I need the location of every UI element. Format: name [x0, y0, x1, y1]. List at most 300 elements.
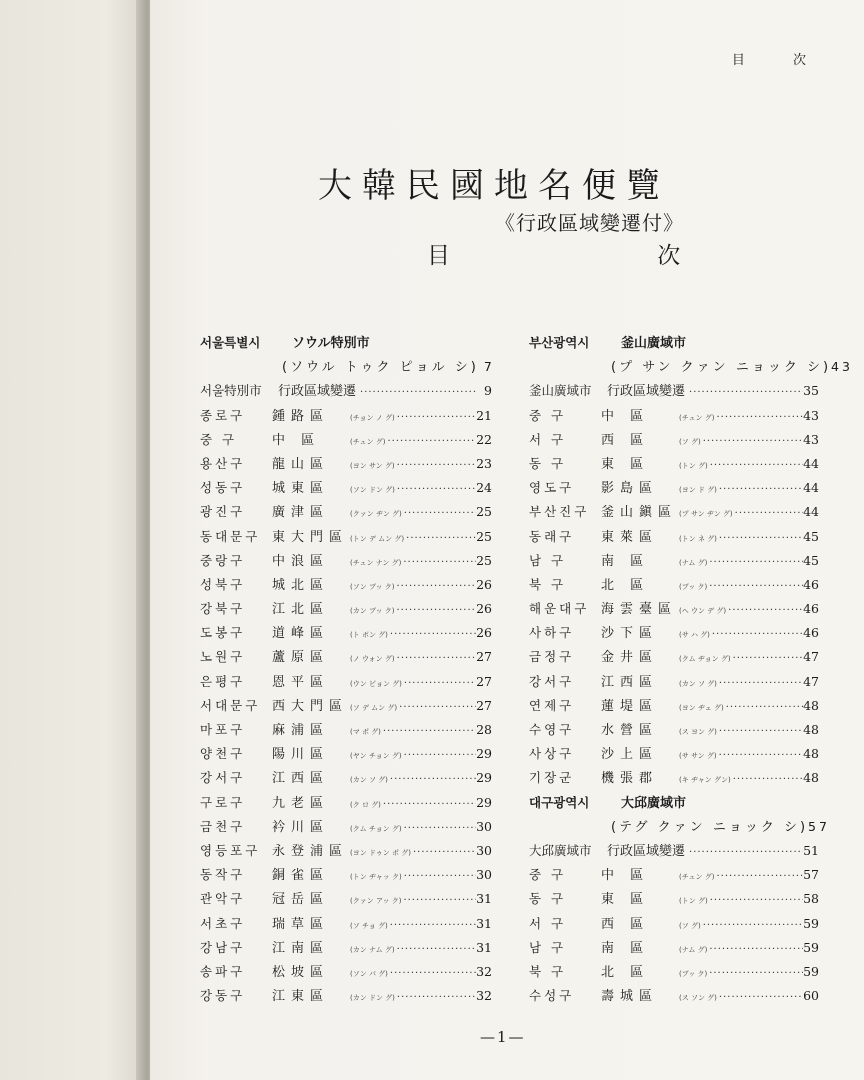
district-entry [529, 766, 819, 790]
page-ref: 48 [803, 697, 819, 713]
district-korean: 중 구 [529, 407, 567, 423]
leader-dots [403, 889, 476, 913]
district-entry [200, 500, 492, 524]
district-entry [200, 742, 492, 766]
district-entry [529, 452, 819, 476]
district-korean: 광진구 [200, 504, 246, 520]
district-korean: 연제구 [529, 697, 575, 713]
leader-dots [709, 575, 803, 599]
page-ref: 45 [803, 552, 819, 568]
district-korean: 동대문구 [200, 528, 261, 544]
leader-dots [719, 986, 803, 1010]
page-ref: 29 [476, 746, 492, 762]
district-entry [529, 670, 819, 694]
district-hanja: 金井區 [601, 650, 659, 666]
leader-dots [397, 986, 476, 1010]
region-heading [200, 331, 492, 355]
district-hanja: 江東區 [272, 989, 330, 1005]
page-ref: 48 [803, 722, 819, 737]
page-ref: 25 [476, 504, 492, 520]
district-entry [200, 452, 492, 476]
page-ref: 57 [808, 818, 830, 834]
leader-dots [689, 841, 803, 865]
district-entry [529, 525, 819, 549]
page-ref: 32 [476, 988, 492, 1004]
district-entry [529, 621, 819, 645]
page-ref: 30 [476, 842, 492, 858]
leader-dots [719, 527, 803, 551]
district-korean: 노원구 [200, 649, 246, 665]
leader-dots [733, 647, 803, 671]
district-entry [529, 476, 819, 500]
district-korean: 강동구 [200, 988, 246, 1004]
district-korean: 마포구 [200, 722, 246, 737]
district-hanja: 中 區 [601, 868, 650, 884]
page-ref: 59 [803, 963, 819, 979]
page-ref: 47 [803, 649, 819, 665]
district-hanja: 西 區 [601, 432, 650, 448]
leader-dots [728, 599, 803, 623]
district-kana: (トン デ ムン グ) [350, 534, 405, 543]
page-ref: 25 [476, 528, 492, 544]
district-hanja: 蓮堤區 [601, 698, 659, 714]
page-ref: 27 [476, 697, 492, 713]
district-korean: 강서구 [200, 770, 246, 786]
page-ref: 32 [476, 963, 492, 979]
district-entry [200, 863, 492, 887]
district-hanja: 沙下區 [601, 626, 659, 642]
district-hanja: 江西區 [272, 771, 330, 787]
district-kana: (ソ グ) [679, 437, 701, 446]
district-entry [529, 597, 819, 621]
region-korean-name: 대구광역시 [529, 794, 590, 810]
region-reading-text: (ソウル トゥク ピョル シ) [282, 360, 479, 376]
district-hanja: 南 區 [601, 940, 650, 956]
district-entry [529, 645, 819, 669]
region-overview-entry [200, 379, 492, 403]
district-hanja: 東萊區 [601, 529, 659, 545]
district-korean: 송파구 [200, 963, 246, 979]
district-entry [529, 936, 819, 960]
page-ref: 26 [476, 625, 492, 641]
district-hanja: 鍾路區 [272, 408, 330, 424]
page-ref: 31 [476, 939, 492, 955]
district-entry [200, 887, 492, 911]
district-hanja: 衿川區 [272, 819, 330, 835]
district-korean: 금정구 [529, 649, 575, 665]
district-korean: 관악구 [200, 891, 246, 907]
page-ref: 26 [476, 601, 492, 617]
district-hanja: 九老區 [272, 795, 330, 811]
overview-label: 서울特別市 [200, 383, 262, 399]
page-ref: 51 [803, 842, 819, 858]
district-korean: 영도구 [529, 480, 575, 496]
district-entry [529, 742, 819, 766]
district-entry [200, 549, 492, 573]
district-entry [529, 912, 819, 936]
district-korean: 은평구 [200, 673, 246, 689]
district-hanja: 機張郡 [601, 771, 659, 787]
page-ref: 48 [803, 770, 819, 786]
region-reading-text: (プ サン クァン ニョック シ) [611, 360, 832, 376]
region-reading-text: (テグ クァン ニョック シ) [611, 819, 809, 835]
district-korean: 수영구 [529, 722, 575, 737]
page-ref: 47 [803, 673, 819, 689]
district-korean: 사상구 [529, 746, 575, 762]
district-korean: 동 구 [529, 455, 567, 471]
district-kana: (キ ヂャン グン) [679, 776, 731, 785]
contents-page [150, 0, 864, 1080]
district-entry [529, 573, 819, 597]
running-header: 目 次 [731, 53, 828, 68]
district-entry [200, 984, 492, 1008]
leader-dots [399, 696, 476, 720]
district-hanja: 壽城區 [601, 989, 659, 1005]
district-korean: 남 구 [529, 552, 567, 568]
region-hanja-name: 釜山廣域市 [621, 336, 687, 351]
district-korean: 북 구 [529, 963, 567, 979]
district-entry [200, 694, 492, 718]
page-number: —1— [480, 1028, 526, 1046]
district-korean: 사하구 [529, 625, 575, 641]
district-hanja: 麻浦區 [272, 723, 330, 738]
district-korean: 강북구 [200, 601, 246, 617]
district-korean: 서 구 [529, 915, 567, 931]
district-hanja: 廣津區 [272, 505, 330, 521]
overview-label: 釜山廣域市 [529, 383, 592, 399]
district-kana: (トン ネ グ) [679, 534, 717, 543]
district-kana: (ク ロ グ) [350, 800, 381, 809]
region-hanja-name: 大邱廣域市 [621, 795, 687, 811]
leader-dots [735, 502, 803, 526]
district-kana: (ト ボン グ) [350, 631, 388, 640]
district-entry [200, 621, 492, 645]
leader-dots [390, 914, 476, 938]
district-kana: (カン ナム グ) [350, 945, 395, 954]
district-entry [529, 549, 819, 573]
overview-title: 行政區域變遷 [278, 384, 357, 400]
district-kana: (ノ ウォン グ) [350, 655, 395, 664]
district-hanja: 蘆原區 [272, 650, 330, 666]
district-kana: (ナム グ) [679, 558, 708, 567]
district-hanja: 海雲臺區 [601, 602, 678, 618]
district-kana: (トン グ) [679, 897, 708, 906]
district-entry [200, 428, 492, 452]
district-korean: 용산구 [200, 455, 246, 471]
district-kana: (ヨン ヂェ グ) [679, 703, 724, 712]
page-ref: 44 [803, 455, 819, 471]
district-entry [200, 960, 492, 984]
leader-dots [404, 744, 476, 768]
page-ref: 46 [803, 601, 819, 617]
district-kana: (サ ハ グ) [679, 631, 710, 640]
district-kana: (トン グ) [679, 461, 708, 470]
leader-dots [703, 914, 803, 938]
district-kana: (チュン ナン グ) [350, 558, 402, 567]
district-korean: 중랑구 [200, 552, 246, 568]
district-korean: 기장군 [529, 770, 575, 786]
district-entry [200, 839, 492, 863]
district-hanja: 西大門區 [272, 698, 349, 714]
leader-dots [413, 841, 476, 865]
district-hanja: 城東區 [272, 481, 330, 497]
district-hanja: 西 區 [601, 916, 650, 932]
district-entry [200, 404, 492, 428]
previous-page [0, 0, 150, 1080]
district-kana: (ソン ドン グ) [350, 486, 395, 495]
page-ref: 27 [476, 673, 492, 689]
page-ref: 30 [476, 818, 492, 834]
district-entry [529, 887, 819, 911]
district-korean: 도봉구 [200, 625, 246, 641]
leader-dots [390, 768, 476, 792]
district-kana: (マ ポ グ) [350, 728, 381, 736]
leader-dots [689, 381, 803, 405]
district-kana: (サ サン グ) [679, 752, 717, 761]
leader-dots [709, 938, 803, 962]
district-kana: (カン ソ グ) [679, 679, 717, 688]
region-heading [529, 331, 819, 355]
page-ref: 22 [476, 431, 492, 447]
district-hanja: 永登浦區 [272, 843, 349, 859]
district-entry [200, 815, 492, 839]
district-korean: 수성구 [529, 988, 575, 1004]
district-hanja: 中 區 [601, 408, 650, 424]
page-ref: 44 [803, 504, 819, 520]
page-ref: 23 [476, 455, 492, 471]
contents-column-left [200, 331, 495, 1008]
district-entry [200, 766, 492, 790]
district-kana: (ソ デ ムン グ) [350, 703, 398, 712]
district-entry [200, 670, 492, 694]
district-korean: 서 구 [529, 431, 567, 447]
overview-title: 行政區域變遷 [607, 843, 686, 859]
district-kana: (チュン グ) [679, 873, 715, 882]
district-hanja: 恩平區 [272, 674, 330, 690]
overview-label: 大邱廣域市 [529, 842, 592, 858]
district-entry [200, 936, 492, 960]
district-korean: 영등포구 [200, 842, 261, 858]
district-kana: (ブッ ク) [679, 969, 708, 978]
leader-dots [390, 623, 476, 647]
district-hanja: 龍山區 [272, 456, 330, 472]
district-kana: (クム ヂョン グ) [679, 655, 731, 664]
page-ref: 46 [803, 576, 819, 592]
district-entry [200, 525, 492, 549]
district-kana: (クァン ヂン グ) [350, 510, 402, 519]
leader-dots [710, 454, 803, 478]
page-ref: 59 [803, 915, 819, 931]
district-kana: (ス ソン グ) [679, 994, 717, 1003]
district-kana: (ソ グ) [679, 921, 701, 930]
district-kana: (ソ チョ グ) [350, 921, 388, 930]
district-hanja: 城北區 [272, 577, 330, 593]
district-korean: 금천구 [200, 818, 246, 834]
leader-dots [710, 889, 803, 913]
leader-dots [404, 502, 476, 526]
region-overview-entry [529, 839, 819, 863]
district-hanja: 江西區 [601, 674, 659, 690]
page-ref: 25 [476, 552, 492, 568]
district-hanja: 冠岳區 [272, 892, 330, 908]
leader-dots [397, 454, 476, 478]
district-korean: 성북구 [200, 576, 246, 592]
page-ref: 45 [803, 528, 819, 544]
region-reading [200, 355, 495, 379]
leader-dots [396, 575, 476, 599]
district-kana: (チュン グ) [350, 437, 386, 446]
district-kana: (トン ヂャッ ク) [350, 873, 402, 882]
district-hanja: 松坡區 [272, 964, 330, 980]
district-kana: (カン ブッ ク) [350, 607, 395, 616]
district-korean: 강남구 [200, 939, 246, 955]
contents-column-right [529, 331, 853, 1008]
district-kana: (ヨン サン グ) [350, 461, 395, 470]
district-hanja: 沙上區 [601, 747, 659, 763]
leader-dots [719, 720, 803, 744]
district-hanja: 道峰區 [272, 626, 330, 642]
district-hanja: 中浪區 [272, 553, 330, 569]
page-ref: 30 [476, 867, 492, 883]
leader-dots [709, 962, 803, 986]
district-korean: 동래구 [529, 528, 575, 544]
district-kana: (ソン パ グ) [350, 969, 388, 978]
page-ref: 26 [476, 576, 492, 592]
district-entry [529, 404, 819, 428]
district-korean: 강서구 [529, 673, 575, 689]
region-heading [529, 791, 819, 815]
district-kana: (ス ヨン グ) [679, 728, 717, 736]
district-kana: (チュン グ) [679, 413, 715, 422]
page-ref: 58 [803, 891, 819, 907]
district-entry [529, 960, 819, 984]
district-kana: (クム チョン グ) [350, 824, 402, 833]
district-entry [529, 718, 819, 742]
region-reading [529, 355, 853, 379]
district-entry [200, 645, 492, 669]
district-entry [200, 476, 492, 500]
district-hanja: 南 區 [601, 553, 650, 569]
district-entry [529, 694, 819, 718]
district-hanja: 江北區 [272, 602, 330, 618]
district-entry [529, 984, 819, 1008]
page-ref: 48 [803, 746, 819, 762]
district-kana: (ナム グ) [679, 945, 708, 954]
page-ref: 7 [483, 359, 495, 375]
leader-dots [719, 744, 803, 768]
leader-dots [726, 696, 803, 720]
district-hanja: 陽川區 [272, 747, 330, 763]
district-hanja: 影島區 [601, 481, 659, 497]
book-subtitle: 《行政區域變遷付》 [495, 211, 684, 235]
district-entry [529, 863, 819, 887]
leader-dots [709, 551, 803, 575]
leader-dots [397, 478, 476, 502]
district-entry [200, 573, 492, 597]
district-entry [200, 718, 492, 742]
district-kana: (ヨン ド グ) [679, 486, 717, 495]
district-korean: 구로구 [200, 794, 246, 810]
page-ref: 9 [484, 383, 492, 399]
region-hanja-name: ソウル特別市 [292, 336, 370, 351]
page-ref: 29 [476, 794, 492, 810]
district-kana: (プ サン ヂン グ) [679, 510, 733, 519]
page-ref: 43 [803, 407, 819, 423]
region-overview-entry [529, 379, 819, 403]
leader-dots [387, 430, 476, 454]
district-hanja: 東 區 [601, 456, 650, 472]
leader-dots [404, 865, 476, 889]
district-korean: 중 구 [529, 867, 567, 883]
page-ref: 60 [803, 988, 819, 1004]
leader-dots [404, 817, 476, 841]
district-entry [529, 428, 819, 452]
page-ref: 31 [476, 915, 492, 931]
leader-dots [716, 406, 803, 430]
district-korean: 서초구 [200, 915, 246, 931]
district-korean: 서대문구 [200, 697, 261, 713]
district-kana: (ヘ ウン デ グ) [679, 607, 727, 616]
page-ref: 43 [831, 359, 853, 375]
district-kana: (チョン ノ グ) [350, 413, 395, 422]
leader-dots [397, 938, 476, 962]
district-korean: 해운대구 [529, 601, 590, 617]
leader-dots [403, 551, 476, 575]
district-hanja: 江南區 [272, 940, 330, 956]
leader-dots [703, 430, 803, 454]
leader-dots [404, 672, 476, 696]
page-ref: 21 [476, 407, 492, 423]
overview-title: 行政區域變遷 [607, 384, 686, 400]
district-entry [200, 597, 492, 621]
district-korean: 중 구 [200, 431, 238, 447]
page-ref: 44 [803, 480, 819, 496]
page-ref: 28 [476, 722, 492, 737]
district-korean: 동 구 [529, 891, 567, 907]
district-hanja: 銅雀區 [272, 868, 330, 884]
leader-dots [397, 406, 476, 430]
region-korean-name: 서울특별시 [200, 335, 261, 350]
district-korean: 북 구 [529, 576, 567, 592]
district-kana: (ウン ピョン グ) [350, 679, 402, 688]
leader-dots [716, 865, 803, 889]
leader-dots [406, 527, 476, 551]
leader-dots [719, 672, 803, 696]
leader-dots [383, 793, 476, 817]
district-hanja: 東 區 [601, 892, 650, 908]
district-hanja: 東大門區 [272, 529, 349, 545]
leader-dots [719, 478, 803, 502]
district-entry [200, 791, 492, 815]
leader-dots [396, 599, 476, 623]
region-korean-name: 부산광역시 [529, 335, 590, 350]
district-korean: 양천구 [200, 746, 246, 762]
page-ref: 46 [803, 625, 819, 641]
district-hanja: 釜山鎭區 [601, 505, 678, 521]
page-ref: 35 [803, 383, 819, 399]
leader-dots [390, 962, 476, 986]
leader-dots [360, 381, 476, 405]
district-entry [200, 912, 492, 936]
page-ref: 43 [803, 431, 819, 447]
district-kana: (カン ソ グ) [350, 776, 388, 785]
page-ref: 31 [476, 891, 492, 907]
district-hanja: 北 區 [601, 964, 650, 980]
district-entry [529, 500, 819, 524]
district-korean: 남 구 [529, 939, 567, 955]
district-hanja: 中 區 [272, 432, 321, 448]
district-korean: 종로구 [200, 407, 246, 423]
